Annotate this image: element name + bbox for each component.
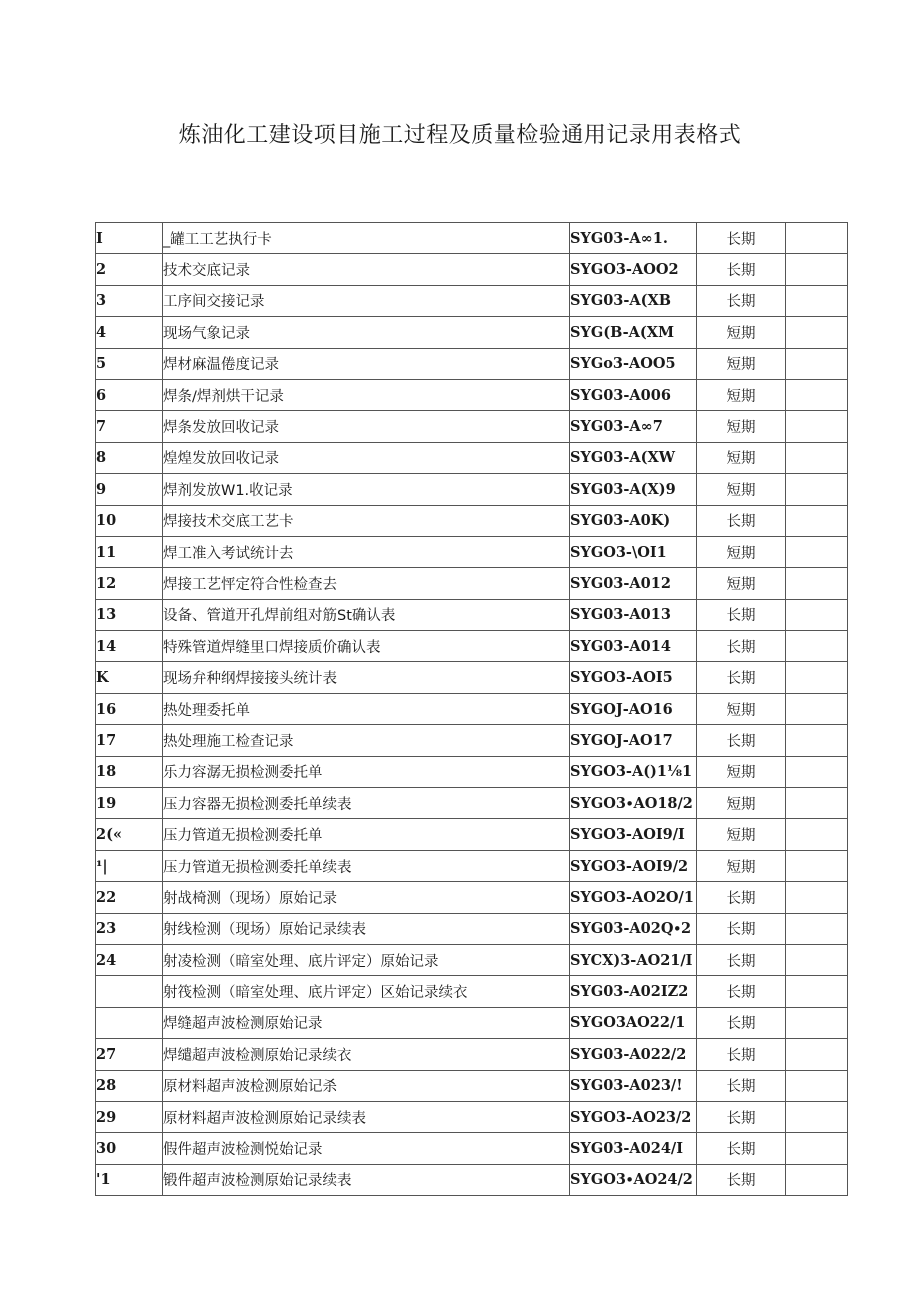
row-number: 2: [96, 254, 163, 285]
retention-term: 长期: [697, 1164, 786, 1195]
row-number: 3: [96, 285, 163, 316]
form-code: SYG03-A024/I: [570, 1133, 697, 1164]
form-name: 热处理施工检查记录: [163, 725, 570, 756]
form-code: SYG03-A∞1.: [570, 223, 697, 254]
row-number: [96, 1007, 163, 1038]
retention-term: 长期: [697, 662, 786, 693]
retention-term: 短期: [697, 850, 786, 881]
form-code: SYGOJ-AO16: [570, 693, 697, 724]
form-name: 焊缝超声波检测原始记录: [163, 1007, 570, 1038]
table-row: [96, 411, 848, 442]
table-row: [96, 850, 848, 881]
table-row: [96, 1070, 848, 1101]
row-number: 24: [96, 944, 163, 975]
form-name: 特殊管道焊缝里口焊接质价确认表: [163, 631, 570, 662]
row-number: 6: [96, 379, 163, 410]
form-name: 焊工准入考试统计去: [163, 536, 570, 567]
retention-term: 长期: [697, 1070, 786, 1101]
form-name: 射线检测（现场）原始记录续表: [163, 913, 570, 944]
table-row: [96, 568, 848, 599]
table-row: [96, 976, 848, 1007]
form-name: 乐力容潺无损检测委托单: [163, 756, 570, 787]
retention-term: 短期: [697, 756, 786, 787]
blank-cell: [786, 223, 848, 254]
form-name: 射战椅测（现场）原始记录: [163, 882, 570, 913]
form-code: SYG03-A0K): [570, 505, 697, 536]
table-row: [96, 631, 848, 662]
retention-term: 长期: [697, 631, 786, 662]
retention-term: 长期: [697, 1007, 786, 1038]
row-number: 2(«: [96, 819, 163, 850]
form-code: SYGO3-AOO2: [570, 254, 697, 285]
table-row: [96, 1101, 848, 1132]
form-code: SYG03-A(XB: [570, 285, 697, 316]
retention-term: 长期: [697, 976, 786, 1007]
retention-term: 长期: [697, 254, 786, 285]
row-number: 17: [96, 725, 163, 756]
blank-cell: [786, 788, 848, 819]
row-number: 29: [96, 1101, 163, 1132]
row-number: 5: [96, 348, 163, 379]
blank-cell: [786, 536, 848, 567]
retention-term: 短期: [697, 568, 786, 599]
retention-term: 短期: [697, 819, 786, 850]
form-name: 技术交底记录: [163, 254, 570, 285]
retention-term: 短期: [697, 693, 786, 724]
blank-cell: [786, 411, 848, 442]
blank-cell: [786, 1133, 848, 1164]
table-row: [96, 599, 848, 630]
row-number: K: [96, 662, 163, 693]
form-name: 假件超声波检测悦始记录: [163, 1133, 570, 1164]
blank-cell: [786, 1007, 848, 1038]
form-name: 焊材麻温倦度记录: [163, 348, 570, 379]
row-number: [96, 976, 163, 1007]
table-row: [96, 1133, 848, 1164]
form-code: SYG03-A013: [570, 599, 697, 630]
form-code: SYG03-A∞7: [570, 411, 697, 442]
form-code: SYG03-A014: [570, 631, 697, 662]
table-row: [96, 693, 848, 724]
form-name: 焊接技术交底工艺卡: [163, 505, 570, 536]
row-number: '1: [96, 1164, 163, 1195]
records-table: [95, 222, 848, 1196]
retention-term: 短期: [697, 348, 786, 379]
table-row: [96, 536, 848, 567]
retention-term: 短期: [697, 411, 786, 442]
form-code: SYG03-A02IZ2: [570, 976, 697, 1007]
blank-cell: [786, 379, 848, 410]
form-code: SYG03-A(XW: [570, 442, 697, 473]
retention-term: 短期: [697, 536, 786, 567]
form-name: 热处理委托单: [163, 693, 570, 724]
form-name: 焊条发放回收记录: [163, 411, 570, 442]
retention-term: 长期: [697, 725, 786, 756]
row-number: 19: [96, 788, 163, 819]
blank-cell: [786, 819, 848, 850]
row-number: 12: [96, 568, 163, 599]
form-name: 现场气象记录: [163, 317, 570, 348]
form-code: SYGo3-AOO5: [570, 348, 697, 379]
blank-cell: [786, 317, 848, 348]
row-number: 22: [96, 882, 163, 913]
row-number: 27: [96, 1039, 163, 1070]
form-name: 工序间交接记录: [163, 285, 570, 316]
row-number: I: [96, 223, 163, 254]
row-number: 9: [96, 474, 163, 505]
blank-cell: [786, 254, 848, 285]
blank-cell: [786, 631, 848, 662]
form-name: _罐工工艺执行卡: [163, 223, 570, 254]
form-name: 压力容器无损检测委托单续表: [163, 788, 570, 819]
row-number: 30: [96, 1133, 163, 1164]
table-row: [96, 474, 848, 505]
blank-cell: [786, 882, 848, 913]
form-code: SYG(B-A(XM: [570, 317, 697, 348]
table-row: [96, 317, 848, 348]
form-code: SYCX)3-AO21∕I: [570, 944, 697, 975]
row-number: 18: [96, 756, 163, 787]
blank-cell: [786, 568, 848, 599]
form-code: SYGOJ-AO17: [570, 725, 697, 756]
blank-cell: [786, 599, 848, 630]
form-code: SYGO3-AOI5: [570, 662, 697, 693]
table-row: [96, 223, 848, 254]
form-name: 压力管道无损检测委托单: [163, 819, 570, 850]
blank-cell: [786, 474, 848, 505]
blank-cell: [786, 725, 848, 756]
form-code: SYGO3-AOI9/2: [570, 850, 697, 881]
form-code: SYGO3AO22/1: [570, 1007, 697, 1038]
table-row: [96, 944, 848, 975]
table-row: [96, 788, 848, 819]
page-title: 炼油化工建设项目施工过程及质量检验通用记录用表格式: [178, 123, 742, 148]
row-number: ¹|: [96, 850, 163, 881]
form-name: 压力管道无损检测委托单续表: [163, 850, 570, 881]
form-code: SYG03-A022/2: [570, 1039, 697, 1070]
form-code: SYGO3-A()1⅛1: [570, 756, 697, 787]
retention-term: 长期: [697, 285, 786, 316]
blank-cell: [786, 693, 848, 724]
form-name: 焊接工艺怦定符合性检查去: [163, 568, 570, 599]
row-number: 14: [96, 631, 163, 662]
form-code: SYGO3∙AO24∕2: [570, 1164, 697, 1195]
retention-term: 长期: [697, 882, 786, 913]
table-row: [96, 725, 848, 756]
retention-term: 短期: [697, 788, 786, 819]
blank-cell: [786, 348, 848, 379]
table-row: [96, 756, 848, 787]
form-code: SYG03-A023/!: [570, 1070, 697, 1101]
retention-term: 长期: [697, 223, 786, 254]
form-name: 射筏检测（暗室处理、底片评定）区始记录续衣: [163, 976, 570, 1007]
table-row: [96, 379, 848, 410]
table-row: [96, 442, 848, 473]
form-name: 原材料超声波检测原始记杀: [163, 1070, 570, 1101]
retention-term: 长期: [697, 505, 786, 536]
form-name: 现场弁种纲焊接接头统计表: [163, 662, 570, 693]
retention-term: 短期: [697, 442, 786, 473]
table-row: [96, 254, 848, 285]
form-code: SYGO3-AO2O/1: [570, 882, 697, 913]
retention-term: 长期: [697, 1101, 786, 1132]
row-number: 28: [96, 1070, 163, 1101]
form-name: 焊剂发放W1.收记录: [163, 474, 570, 505]
form-name: 原材料超声波检测原始记录续表: [163, 1101, 570, 1132]
retention-term: 短期: [697, 317, 786, 348]
form-code: SYGO3-\OI1: [570, 536, 697, 567]
row-number: 11: [96, 536, 163, 567]
table-row: [96, 1007, 848, 1038]
blank-cell: [786, 662, 848, 693]
form-code: SYG03-A(X)9: [570, 474, 697, 505]
row-number: 4: [96, 317, 163, 348]
form-code: SYG03-A02Q∙2: [570, 913, 697, 944]
row-number: 16: [96, 693, 163, 724]
table-row: [96, 348, 848, 379]
form-code: SYGO3-AO23/2: [570, 1101, 697, 1132]
retention-term: 短期: [697, 379, 786, 410]
table-row: [96, 819, 848, 850]
blank-cell: [786, 285, 848, 316]
form-name: 设备、管道开孔焊前组对筋St确认表: [163, 599, 570, 630]
retention-term: 长期: [697, 599, 786, 630]
retention-term: 短期: [697, 474, 786, 505]
blank-cell: [786, 505, 848, 536]
blank-cell: [786, 1070, 848, 1101]
row-number: 10: [96, 505, 163, 536]
retention-term: 长期: [697, 1039, 786, 1070]
table-row: [96, 913, 848, 944]
row-number: 8: [96, 442, 163, 473]
blank-cell: [786, 913, 848, 944]
table-row: [96, 285, 848, 316]
row-number: 7: [96, 411, 163, 442]
row-number: 23: [96, 913, 163, 944]
blank-cell: [786, 944, 848, 975]
records-table-body: [96, 223, 848, 1196]
blank-cell: [786, 442, 848, 473]
blank-cell: [786, 1164, 848, 1195]
form-name: 射凌检测（暗室处理、底片评定）原始记录: [163, 944, 570, 975]
table-row: [96, 662, 848, 693]
blank-cell: [786, 976, 848, 1007]
form-code: SYGO3-AOI9/I: [570, 819, 697, 850]
table-row: [96, 1164, 848, 1195]
table-row: [96, 882, 848, 913]
table-row: [96, 1039, 848, 1070]
retention-term: 长期: [697, 944, 786, 975]
form-name: 锻件超声波检测原始记录续表: [163, 1164, 570, 1195]
row-number: 13: [96, 599, 163, 630]
form-name: 焊缱超声波检测原始记录续衣: [163, 1039, 570, 1070]
blank-cell: [786, 1101, 848, 1132]
form-name: 焊条/焊剂烘干记录: [163, 379, 570, 410]
blank-cell: [786, 1039, 848, 1070]
retention-term: 长期: [697, 913, 786, 944]
form-name: 煌煌发放回收记录: [163, 442, 570, 473]
retention-term: 长期: [697, 1133, 786, 1164]
form-code: SYG03-A012: [570, 568, 697, 599]
form-code: SYGO3∙AO18∕2: [570, 788, 697, 819]
blank-cell: [786, 756, 848, 787]
table-row: [96, 505, 848, 536]
blank-cell: [786, 850, 848, 881]
form-code: SYG03-A006: [570, 379, 697, 410]
